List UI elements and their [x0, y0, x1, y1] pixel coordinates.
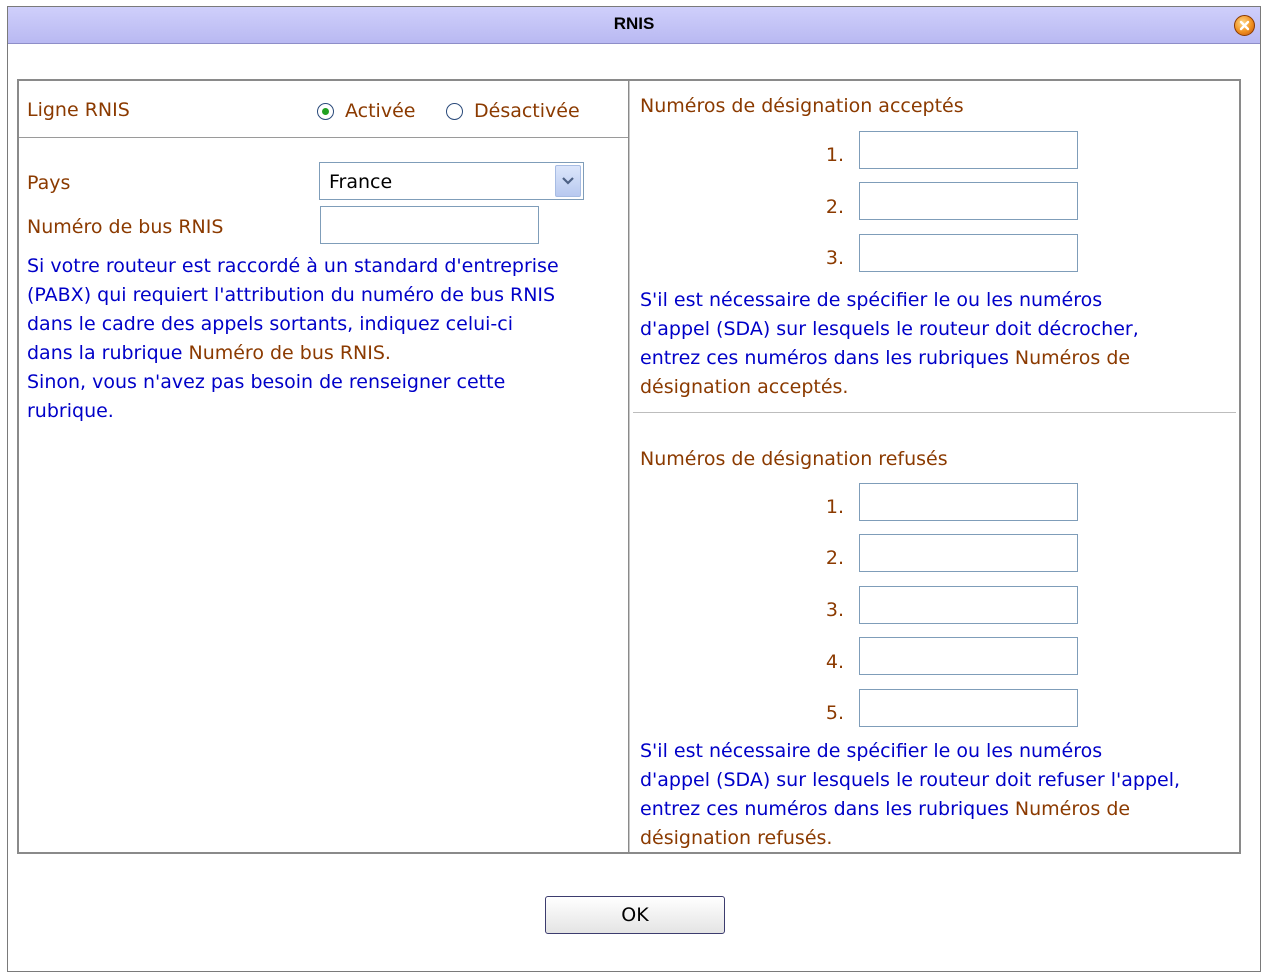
bus-rnis-help — [27, 252, 559, 426]
accepted-input-2[interactable] — [859, 182, 1078, 220]
help-line: rubrique. — [27, 400, 114, 422]
refused-input-1[interactable] — [859, 483, 1078, 521]
help-line: dans la rubrique Numéro de bus RNIS. — [27, 342, 391, 364]
refused-label-2: 2. — [825, 547, 844, 569]
help-line: dans le cadre des appels sortants, indiquez celui-ci — [27, 313, 514, 335]
left-separator — [19, 137, 628, 138]
refused-input-2[interactable] — [859, 534, 1078, 572]
help-line: entrez ces numéros dans les rubriques Numéros de — [640, 798, 1131, 820]
right-separator — [633, 412, 1236, 413]
help-line: désignation refusés. — [640, 827, 833, 849]
accepted-input-1[interactable] — [859, 131, 1078, 169]
help-line: S'il est nécessaire de spécifier le ou les numéros — [640, 740, 1103, 762]
help-line: désignation acceptés. — [640, 376, 849, 398]
ligne-rnis-label: Ligne RNIS — [27, 99, 130, 121]
refused-input-3[interactable] — [859, 586, 1078, 624]
ok-button[interactable]: OK — [545, 896, 725, 934]
bus-rnis-input[interactable] — [320, 206, 539, 244]
refused-input-4[interactable] — [859, 637, 1078, 675]
refused-heading: Numéros de désignation refusés — [640, 448, 948, 470]
refused-label-4: 4. — [825, 651, 844, 673]
radio-desactivee[interactable] — [446, 103, 463, 120]
accepted-label-1: 1. — [825, 144, 844, 166]
title-bar — [8, 7, 1260, 44]
radio-activee-label: Activée — [345, 100, 416, 122]
accepted-input-3[interactable] — [859, 234, 1078, 272]
help-line: d'appel (SDA) sur lesquels le routeur doit décrocher, — [640, 318, 1139, 340]
help-line: Sinon, vous n'avez pas besoin de renseigner cette — [27, 371, 506, 393]
refused-input-5[interactable] — [859, 689, 1078, 727]
pays-label: Pays — [27, 172, 71, 194]
refused-help — [640, 737, 1180, 853]
help-line: d'appel (SDA) sur lesquels le routeur doit refuser l'appel, — [640, 769, 1181, 791]
radio-activee[interactable] — [317, 103, 334, 120]
column-divider — [628, 81, 630, 852]
help-line: S'il est nécessaire de spécifier le ou les numéros — [640, 289, 1103, 311]
accepted-heading: Numéros de désignation acceptés — [640, 95, 964, 117]
accepted-help — [640, 286, 1139, 402]
accepted-label-2: 2. — [825, 196, 844, 218]
pays-selected-value: France — [329, 171, 393, 193]
chevron-down-icon[interactable] — [555, 165, 581, 197]
help-line: Si votre routeur est raccordé à un standard d'entreprise — [27, 255, 559, 277]
accepted-label-3: 3. — [825, 247, 844, 269]
refused-label-3: 3. — [825, 599, 844, 621]
help-line: (PABX) qui requiert l'attribution du numéro de bus RNIS — [27, 284, 556, 306]
refused-label-1: 1. — [825, 496, 844, 518]
refused-label-5: 5. — [825, 702, 844, 724]
pays-select[interactable] — [319, 162, 584, 200]
radio-desactivee-label: Désactivée — [474, 100, 580, 122]
settings-panel — [17, 79, 1241, 854]
close-icon[interactable] — [1234, 15, 1255, 36]
help-line: entrez ces numéros dans les rubriques Numéros de — [640, 347, 1131, 369]
dialog-title: RNIS — [613, 14, 655, 33]
bus-rnis-label: Numéro de bus RNIS — [27, 216, 224, 238]
